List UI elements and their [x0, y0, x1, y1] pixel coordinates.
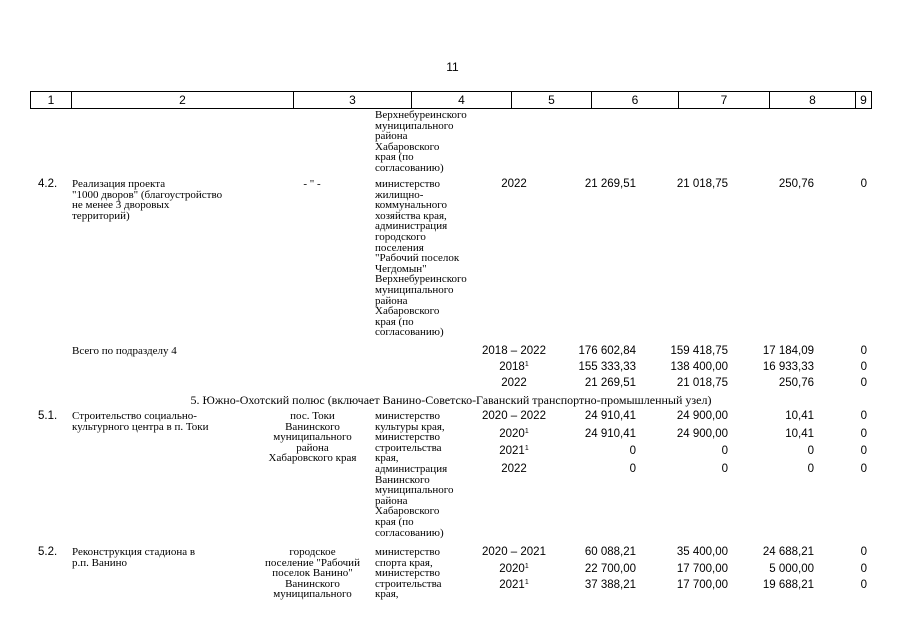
column-header-row	[30, 91, 872, 109]
column-header-6: 6	[592, 92, 679, 108]
column-header-3: 3	[294, 92, 412, 108]
other-cell: 0	[860, 361, 867, 373]
other-cell: 0	[860, 546, 867, 558]
year-cell: 2022	[501, 377, 527, 389]
other-cell: 0	[860, 562, 867, 575]
other-cell: 0	[860, 178, 867, 190]
column-header-2: 2	[72, 92, 294, 108]
footnote-mark: 1	[524, 427, 529, 435]
year-cell: 2022	[501, 462, 527, 475]
federal-cell: 24 900,00	[676, 427, 728, 440]
federal-cell: 138 400,00	[670, 361, 728, 373]
regional-cell: 19 688,21	[762, 579, 814, 591]
other-cell: 0	[860, 427, 867, 440]
executor-continuation: Верхнебуреинского муниципального района Хабаровского края (по согласованию)	[375, 109, 467, 174]
total-cell: 37 388,21	[584, 579, 636, 591]
total-cell: 60 088,21	[584, 546, 636, 558]
footnote-mark: 1	[524, 361, 529, 368]
year-cell: 2020 – 2021	[482, 546, 546, 558]
measure-executor: министерство жилищно- коммунального хозяйства края, администрация городского поселения "Рабочий поселок Чегдомын" Верхнебуреинского муниципального района Хабаровского края (по согласованию)	[375, 178, 467, 339]
total-cell: 0	[629, 445, 636, 457]
year-cell: 2022	[501, 178, 527, 190]
row-number: 4.2.	[38, 178, 58, 190]
measure-executor: министерство культуры края, министерство строительства края, администрация Ванинского муниципального района Хабаровского края (по согласованию)	[375, 410, 454, 539]
column-header-1: 1	[31, 92, 72, 108]
subtotal-label: Всего по подразделу 4	[72, 345, 177, 357]
federal-cell: 159 418,75	[670, 345, 728, 357]
measure-name: Строительство социально- культурного центра в п. Токи	[72, 410, 209, 433]
column-header-4: 4	[412, 92, 512, 108]
federal-cell: 17 700,00	[676, 579, 728, 591]
year-cell: 2018$^1$	[499, 361, 529, 373]
regional-cell: 250,76	[778, 377, 814, 389]
total-cell: 24 910,41	[584, 410, 636, 422]
section-title: 5. Южно-Охотский полюс (включает Ванино-Советско-Гаванский транспортно-промышленный узел)	[190, 393, 712, 407]
row-number: 5.2.	[38, 546, 58, 558]
federal-cell: 35 400,00	[676, 546, 728, 558]
measure-place: пос. Токи Ванинского муниципального района Хабаровского края	[268, 410, 357, 465]
other-cell: 0	[860, 445, 867, 457]
column-header-9: 9	[860, 93, 867, 107]
total-cell: 21 269,51	[584, 178, 636, 190]
year-cell: 2020$^1$	[499, 427, 529, 440]
total-cell: 24 910,41	[584, 427, 636, 440]
federal-cell: 17 700,00	[676, 562, 728, 575]
other-cell: 0	[860, 377, 867, 389]
federal-cell: 21 018,75	[676, 377, 728, 389]
measure-place: - " -	[303, 178, 321, 190]
federal-cell: 0	[721, 445, 728, 457]
total-cell: 176 602,84	[578, 345, 636, 357]
total-cell: 21 269,51	[584, 377, 636, 389]
regional-cell: 10,41	[785, 410, 814, 422]
regional-cell: 24 688,21	[762, 546, 814, 558]
regional-cell: 5 000,00	[769, 562, 814, 575]
measure-place: городское поселение "Рабочий поселок Ванино" Ванинского муниципального	[265, 546, 360, 601]
regional-cell: 0	[807, 445, 814, 457]
regional-cell: 17 184,09	[762, 345, 814, 357]
row-number: 5.1.	[38, 410, 58, 422]
total-cell: 0	[629, 462, 636, 475]
other-cell: 0	[860, 579, 867, 591]
year-cell: 2018 – 2022	[482, 345, 546, 357]
year-cell: 2020$^1$	[499, 562, 529, 575]
column-header-7: 7	[679, 92, 770, 108]
other-cell: 0	[860, 462, 867, 475]
regional-cell: 250,76	[778, 178, 814, 190]
year-cell: 2021$^1$	[499, 579, 529, 591]
footnote-mark: 1	[524, 445, 529, 452]
column-header-5: 5	[512, 92, 592, 108]
footnote-mark: 1	[524, 579, 529, 586]
regional-cell: 10,41	[785, 427, 814, 440]
page-number: 11	[446, 60, 459, 74]
total-cell: 22 700,00	[584, 562, 636, 575]
column-header-8: 8	[770, 92, 856, 108]
footnote-mark: 1	[524, 562, 529, 570]
regional-cell: 16 933,33	[762, 361, 814, 373]
federal-cell: 24 900,00	[676, 410, 728, 422]
year-cell: 2021$^1$	[499, 445, 529, 457]
other-cell: 0	[860, 345, 867, 357]
measure-executor: министерство спорта края, министерство строительства края,	[375, 546, 442, 601]
federal-cell: 0	[721, 462, 728, 475]
regional-cell: 0	[807, 462, 814, 475]
measure-name: Реализация проекта "1000 дворов" (благоустройство не менее 3 дворовых территорий)	[72, 178, 223, 222]
total-cell: 155 333,33	[578, 361, 636, 373]
other-cell: 0	[860, 410, 867, 422]
year-cell: 2020 – 2022	[482, 410, 546, 422]
measure-name: Реконструкция стадиона в р.п. Ванино	[72, 546, 196, 569]
federal-cell: 21 018,75	[676, 178, 728, 190]
